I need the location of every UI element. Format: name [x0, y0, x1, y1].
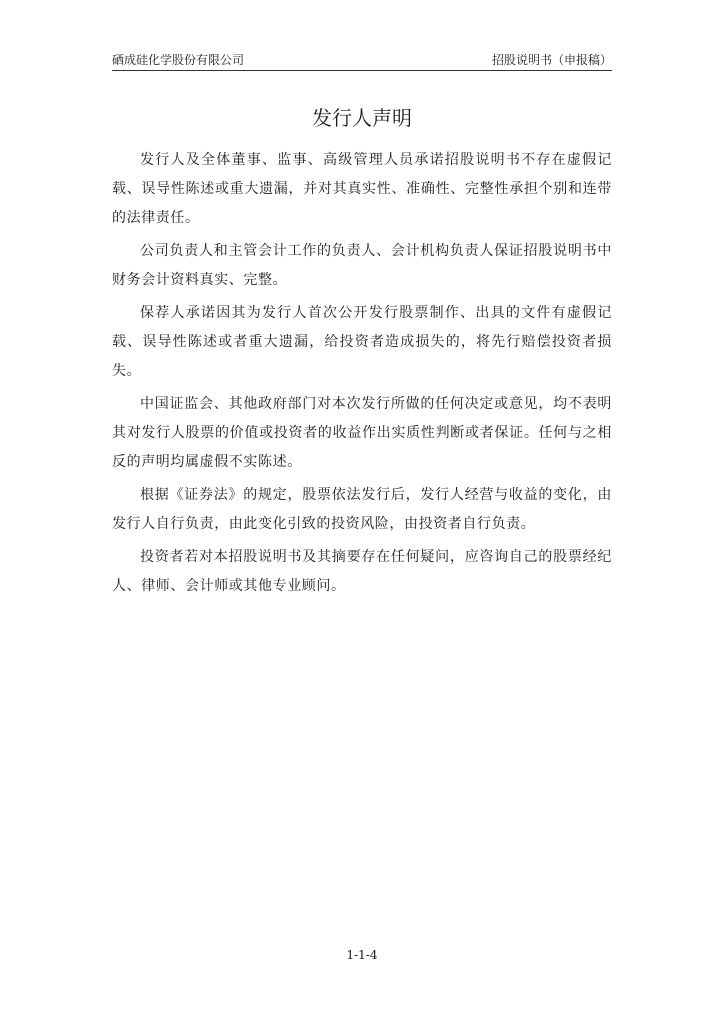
paragraph-4: 中国证监会、其他政府部门对本次发行所做的任何决定或意见，均不表明其对发行人股票的价值或投资者的收益作出实质性判断或者保证。任何与之相反的声明均属虚假不实陈述。: [112, 396, 612, 470]
page-title: 发行人声明: [312, 106, 412, 130]
header-company-name: 硒成硅化学股份有限公司: [112, 53, 245, 67]
paragraph-3: 保荐人承诺因其为发行人首次公开发行股票制作、出具的文件有虚假记载、误导性陈述或者重大遗漏，给投资者造成损失的，将先行赔偿投资者损失。: [112, 305, 612, 379]
paragraph-5: 根据《证券法》的规定，股票依法发行后，发行人经营与收益的变化，由发行人自行负责，由此变化引致的投资风险，由投资者自行负责。: [112, 487, 612, 532]
page-header: [112, 50, 612, 71]
paragraph-2: 公司负责人和主管会计工作的负责人、会计机构负责人保证招股说明书中财务会计资料真实、完整。: [112, 243, 612, 288]
paragraph-1: 发行人及全体董事、监事、高级管理人员承诺招股说明书不存在虚假记载、误导性陈述或重大遗漏，并对其真实性、准确性、完整性承担个别和连带的法律责任。: [112, 152, 612, 226]
page-number: 1-1-4: [346, 948, 378, 962]
header-document-name: 招股说明书（申报稿）: [491, 53, 612, 67]
paragraph-6: 投资者若对本招股说明书及其摘要存在任何疑问，应咨询自己的股票经纪人、律师、会计师或其他专业顾问。: [112, 549, 612, 594]
statement-body: [112, 146, 612, 605]
